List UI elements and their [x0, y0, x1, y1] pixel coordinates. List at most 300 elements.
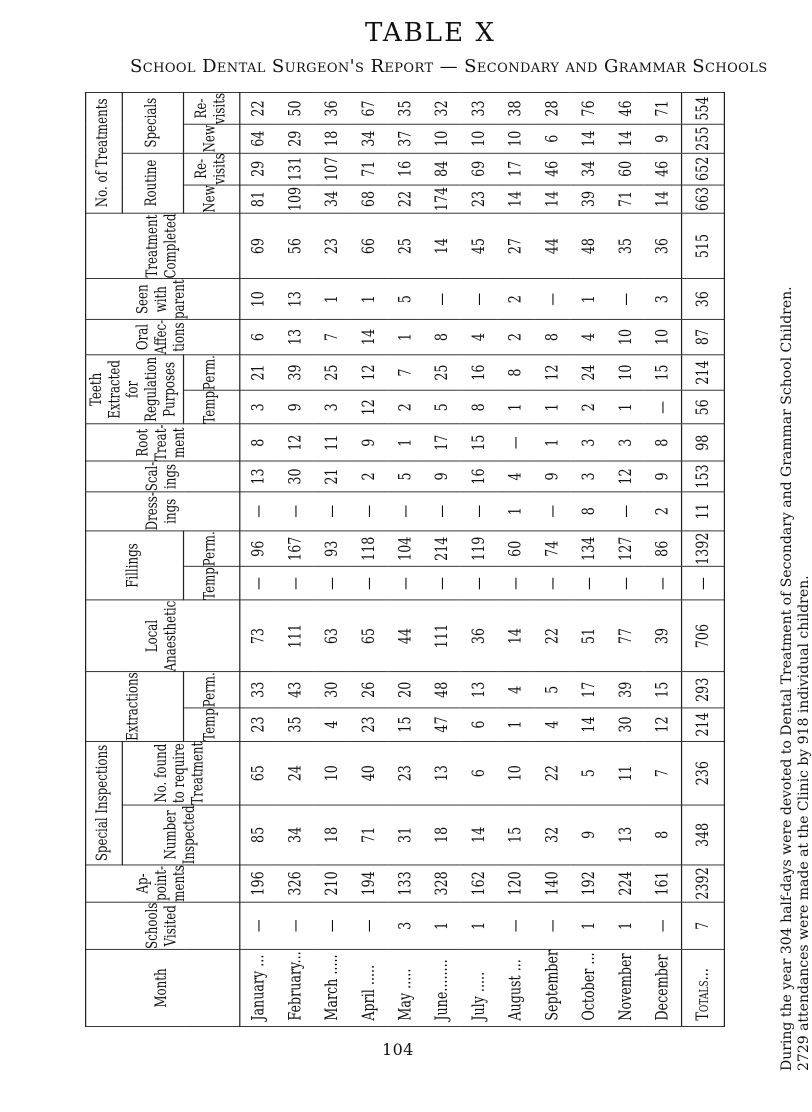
total-r-re: 652	[682, 153, 725, 185]
header-specials-revisits: Re-visits	[184, 93, 240, 125]
cell-reg-p: 8	[497, 355, 534, 391]
total-fill-p: 1392	[682, 531, 725, 567]
cell-scal: 12	[608, 461, 645, 491]
cell-req: 5	[571, 741, 608, 805]
cell-reg-t: 2	[387, 391, 424, 425]
cell-r-re: 60	[608, 153, 645, 185]
total-root: 98	[682, 424, 725, 461]
cell-s-new: 10	[424, 125, 461, 153]
cell-ext-p: 43	[277, 672, 314, 708]
cell-req: 13	[424, 741, 461, 805]
cell-insp: 34	[277, 805, 314, 865]
header-specials-new: New	[184, 125, 240, 153]
cell-r-re: 34	[571, 153, 608, 185]
cell-reg-t: 9	[277, 391, 314, 425]
header-routine: Routine	[122, 153, 183, 213]
cell-insp: 14	[461, 805, 498, 865]
cell-parent: 2	[497, 279, 534, 319]
cell-parent: —	[534, 279, 571, 319]
month-cell: March .....	[314, 949, 351, 1026]
month-cell: November	[608, 949, 645, 1026]
cell-fill-t: —	[534, 567, 571, 601]
cell-fill-p: 134	[571, 531, 608, 567]
treatment-table	[85, 92, 725, 1027]
cell-parent: 1	[314, 279, 351, 319]
cell-root: 1	[387, 424, 424, 461]
total-s-re: 554	[682, 93, 725, 125]
cell-req: 6	[461, 741, 498, 805]
cell-req: 10	[314, 741, 351, 805]
table-row	[571, 93, 608, 1027]
cell-visited: —	[534, 902, 571, 949]
cell-r-new: 14	[644, 185, 681, 213]
cell-reg-t: 2	[571, 391, 608, 425]
cell-appts: 224	[608, 865, 645, 902]
cell-ext-p: 15	[644, 672, 681, 708]
cell-ext-t: 15	[387, 708, 424, 742]
cell-dress: 2	[644, 492, 681, 531]
header-extractions: Extractions	[86, 672, 184, 741]
cell-appts: 140	[534, 865, 571, 902]
cell-ext-p: 26	[351, 672, 388, 708]
cell-ext-t: 4	[534, 708, 571, 742]
report-title: School Dental Surgeon's Report — Secondary and Grammar Schools	[130, 56, 768, 77]
cell-dress: —	[461, 492, 498, 531]
cell-s-new: 37	[387, 125, 424, 153]
cell-s-new: 64	[240, 125, 277, 153]
cell-la: 51	[571, 600, 608, 672]
cell-visited: —	[351, 902, 388, 949]
cell-reg-t: 5	[424, 391, 461, 425]
cell-fill-t: —	[314, 567, 351, 601]
cell-req: 40	[351, 741, 388, 805]
cell-reg-p: 15	[644, 355, 681, 391]
cell-dress: 8	[571, 492, 608, 531]
cell-fill-t: —	[277, 567, 314, 601]
cell-root: 8	[644, 424, 681, 461]
cell-visited: 1	[461, 902, 498, 949]
cell-fill-t: —	[387, 567, 424, 601]
cell-ext-t: 35	[277, 708, 314, 742]
cell-la: 36	[461, 600, 498, 672]
cell-insp: 18	[314, 805, 351, 865]
cell-r-new: 22	[387, 185, 424, 213]
cell-s-re: 38	[497, 93, 534, 125]
cell-parent: 3	[644, 279, 681, 319]
total-ext-t: 214	[682, 708, 725, 742]
page-number: 104	[382, 1040, 414, 1059]
table-row	[534, 93, 571, 1027]
cell-req: 24	[277, 741, 314, 805]
cell-compl: 27	[497, 213, 534, 279]
cell-r-new: 71	[608, 185, 645, 213]
cell-fill-p: 119	[461, 531, 498, 567]
month-cell: October ...	[571, 949, 608, 1026]
month-cell: August ...	[497, 949, 534, 1026]
cell-req: 22	[534, 741, 571, 805]
cell-dress: —	[314, 492, 351, 531]
cell-fill-t: —	[571, 567, 608, 601]
cell-la: 44	[387, 600, 424, 672]
total-reg-p: 214	[682, 355, 725, 391]
cell-r-new: 174	[424, 185, 461, 213]
cell-ext-t: 12	[644, 708, 681, 742]
cell-insp: 18	[424, 805, 461, 865]
cell-r-new: 14	[534, 185, 571, 213]
cell-s-new: 6	[534, 125, 571, 153]
cell-r-re: 69	[461, 153, 498, 185]
cell-root: 1	[534, 424, 571, 461]
table-row	[351, 93, 388, 1027]
cell-r-re: 46	[644, 153, 681, 185]
cell-compl: 14	[424, 213, 461, 279]
cell-ext-t: 14	[571, 708, 608, 742]
cell-scal: 4	[497, 461, 534, 491]
cell-compl: 44	[534, 213, 571, 279]
cell-r-new: 109	[277, 185, 314, 213]
cell-insp: 15	[497, 805, 534, 865]
cell-r-re: 71	[351, 153, 388, 185]
cell-compl: 23	[314, 213, 351, 279]
cell-fill-p: 86	[644, 531, 681, 567]
table-label: TABLE X	[365, 18, 496, 48]
cell-fill-p: 93	[314, 531, 351, 567]
cell-r-re: 16	[387, 153, 424, 185]
month-cell: February...	[277, 949, 314, 1026]
cell-ext-p: 4	[497, 672, 534, 708]
cell-ext-p: 33	[240, 672, 277, 708]
cell-visited: —	[644, 902, 681, 949]
cell-insp: 32	[534, 805, 571, 865]
cell-oral: 8	[424, 319, 461, 354]
header-extractions-temp: Temp	[184, 708, 240, 742]
cell-reg-p: 25	[314, 355, 351, 391]
cell-fill-t: —	[240, 567, 277, 601]
cell-r-re: 107	[314, 153, 351, 185]
header-seen-with-parent: Seen with parent	[86, 279, 240, 319]
cell-appts: 120	[497, 865, 534, 902]
table-row	[497, 93, 534, 1027]
cell-root: 8	[240, 424, 277, 461]
cell-s-re: 67	[351, 93, 388, 125]
cell-reg-p: 16	[461, 355, 498, 391]
cell-dress: —	[387, 492, 424, 531]
cell-compl: 35	[608, 213, 645, 279]
cell-reg-p: 7	[387, 355, 424, 391]
cell-r-new: 81	[240, 185, 277, 213]
cell-scal: 9	[424, 461, 461, 491]
cell-compl: 36	[644, 213, 681, 279]
cell-s-re: 76	[571, 93, 608, 125]
cell-dress: —	[277, 492, 314, 531]
total-reg-t: 56	[682, 391, 725, 425]
cell-dress: —	[424, 492, 461, 531]
cell-oral: 13	[277, 319, 314, 354]
cell-parent: 1	[351, 279, 388, 319]
header-treatment-completed: Treatment Completed	[86, 213, 240, 279]
cell-appts: 162	[461, 865, 498, 902]
cell-compl: 48	[571, 213, 608, 279]
cell-req: 11	[608, 741, 645, 805]
cell-visited: —	[497, 902, 534, 949]
cell-s-re: 35	[387, 93, 424, 125]
cell-parent: 10	[240, 279, 277, 319]
cell-reg-t: 1	[608, 391, 645, 425]
cell-appts: 210	[314, 865, 351, 902]
cell-la: 14	[497, 600, 534, 672]
cell-scal: 30	[277, 461, 314, 491]
cell-s-re: 71	[644, 93, 681, 125]
cell-s-new: 10	[461, 125, 498, 153]
header-routine-revisits: Re-visits	[184, 153, 240, 185]
footnote-attendances: 2729 attendances were made at the Clinic by 918 individual children.	[796, 575, 812, 1071]
cell-appts: 192	[571, 865, 608, 902]
cell-insp: 71	[351, 805, 388, 865]
cell-dress: —	[351, 492, 388, 531]
total-la: 706	[682, 600, 725, 672]
total-visited: 7	[682, 902, 725, 949]
cell-s-new: 14	[571, 125, 608, 153]
cell-insp: 8	[644, 805, 681, 865]
cell-la: 39	[644, 600, 681, 672]
header-fillings-perm: Perm.	[184, 531, 240, 567]
table-row	[608, 93, 645, 1027]
cell-fill-p: 167	[277, 531, 314, 567]
cell-req: 65	[240, 741, 277, 805]
cell-scal: 13	[240, 461, 277, 491]
cell-fill-t: —	[644, 567, 681, 601]
cell-parent: 5	[387, 279, 424, 319]
cell-fill-p: 127	[608, 531, 645, 567]
cell-fill-p: 96	[240, 531, 277, 567]
header-root-treatment: Root Treat-ment	[86, 424, 240, 461]
cell-req: 23	[387, 741, 424, 805]
cell-ext-p: 48	[424, 672, 461, 708]
month-cell: September	[534, 949, 571, 1026]
cell-scal: 2	[351, 461, 388, 491]
cell-r-re: 17	[497, 153, 534, 185]
cell-appts: 328	[424, 865, 461, 902]
cell-parent: —	[608, 279, 645, 319]
cell-ext-t: 47	[424, 708, 461, 742]
cell-appts: 194	[351, 865, 388, 902]
cell-appts: 161	[644, 865, 681, 902]
total-dress: 11	[682, 492, 725, 531]
cell-fill-p: 104	[387, 531, 424, 567]
table-row	[644, 93, 681, 1027]
cell-ext-p: 30	[314, 672, 351, 708]
total-insp: 348	[682, 805, 725, 865]
header-teeth-extracted-regulation: Teeth Extracted for Regulation Purposes	[86, 355, 184, 424]
footnote-half-days: During the year 304 half-days were devoted to Dental Treatment of Secondary and Grammar School Children.	[779, 286, 795, 1071]
cell-scal: 9	[644, 461, 681, 491]
cell-s-re: 46	[608, 93, 645, 125]
cell-ext-p: 13	[461, 672, 498, 708]
total-scal: 153	[682, 461, 725, 491]
cell-visited: 1	[608, 902, 645, 949]
cell-s-new: 34	[351, 125, 388, 153]
header-scalings: Scal-ings	[86, 461, 240, 491]
cell-reg-p: 25	[424, 355, 461, 391]
cell-r-new: 39	[571, 185, 608, 213]
cell-reg-t: 12	[351, 391, 388, 425]
cell-oral: 6	[240, 319, 277, 354]
cell-fill-p: 118	[351, 531, 388, 567]
cell-appts: 326	[277, 865, 314, 902]
header-fillings: Fillings	[86, 531, 184, 600]
header-special-inspections: Special Inspections	[86, 741, 123, 864]
cell-ext-p: 5	[534, 672, 571, 708]
cell-req: 10	[497, 741, 534, 805]
total-req: 236	[682, 741, 725, 805]
cell-la: 77	[608, 600, 645, 672]
cell-scal: 3	[571, 461, 608, 491]
cell-ext-t: 23	[351, 708, 388, 742]
cell-s-re: 50	[277, 93, 314, 125]
cell-oral: 4	[461, 319, 498, 354]
cell-root: —	[497, 424, 534, 461]
cell-ext-t: 23	[240, 708, 277, 742]
cell-parent: —	[461, 279, 498, 319]
table-row	[314, 93, 351, 1027]
cell-ext-t: 30	[608, 708, 645, 742]
cell-s-re: 32	[424, 93, 461, 125]
cell-root: 12	[277, 424, 314, 461]
cell-insp: 31	[387, 805, 424, 865]
cell-compl: 45	[461, 213, 498, 279]
cell-oral: 8	[534, 319, 571, 354]
header-month: Month	[86, 949, 240, 1026]
cell-parent: 1	[571, 279, 608, 319]
cell-reg-t: —	[644, 391, 681, 425]
cell-s-re: 28	[534, 93, 571, 125]
cell-oral: 2	[497, 319, 534, 354]
month-cell: December	[644, 949, 681, 1026]
month-cell: June........	[424, 949, 461, 1026]
header-no-of-treatments: No. of Treatments	[86, 93, 123, 214]
cell-fill-t: —	[424, 567, 461, 601]
cell-r-new: 68	[351, 185, 388, 213]
cell-fill-t: —	[351, 567, 388, 601]
total-ext-p: 293	[682, 672, 725, 708]
header-specials: Specials	[122, 93, 183, 153]
cell-scal: 5	[387, 461, 424, 491]
cell-r-re: 29	[240, 153, 277, 185]
cell-r-re: 84	[424, 153, 461, 185]
table-row	[240, 93, 277, 1027]
cell-scal: 16	[461, 461, 498, 491]
cell-insp: 13	[608, 805, 645, 865]
cell-visited: —	[277, 902, 314, 949]
cell-oral: 10	[608, 319, 645, 354]
header-oral-affections: Oral Affec-tions	[86, 319, 240, 354]
cell-reg-p: 12	[534, 355, 571, 391]
cell-la: 63	[314, 600, 351, 672]
cell-fill-t: —	[608, 567, 645, 601]
cell-r-re: 131	[277, 153, 314, 185]
cell-s-new: 18	[314, 125, 351, 153]
cell-ext-t: 4	[314, 708, 351, 742]
header-extractions-perm: Perm.	[184, 672, 240, 708]
cell-reg-p: 21	[240, 355, 277, 391]
total-oral: 87	[682, 319, 725, 354]
totals-row	[682, 93, 725, 1027]
cell-visited: —	[240, 902, 277, 949]
cell-root: 11	[314, 424, 351, 461]
cell-insp: 9	[571, 805, 608, 865]
cell-la: 111	[424, 600, 461, 672]
cell-reg-p: 10	[608, 355, 645, 391]
cell-dress: —	[240, 492, 277, 531]
cell-compl: 56	[277, 213, 314, 279]
cell-ext-p: 20	[387, 672, 424, 708]
month-cell: July .....	[461, 949, 498, 1026]
total-r-new: 663	[682, 185, 725, 213]
header-local-anaesthetic: Local Anaesthetic	[86, 600, 240, 672]
cell-r-re: 46	[534, 153, 571, 185]
cell-ext-p: 39	[608, 672, 645, 708]
header-no-found-to-require-treatment: No. found to require Treatment	[122, 741, 239, 805]
cell-oral: 10	[644, 319, 681, 354]
cell-oral: 14	[351, 319, 388, 354]
cell-visited: —	[314, 902, 351, 949]
table-row	[387, 93, 424, 1027]
totals-label: Totals...	[682, 949, 725, 1026]
header-appointments: Ap-point-ments	[86, 865, 240, 902]
cell-parent: 13	[277, 279, 314, 319]
cell-oral: 7	[314, 319, 351, 354]
cell-la: 65	[351, 600, 388, 672]
cell-visited: 3	[387, 902, 424, 949]
table-row	[277, 93, 314, 1027]
cell-compl: 25	[387, 213, 424, 279]
cell-la: 111	[277, 600, 314, 672]
cell-appts: 196	[240, 865, 277, 902]
cell-fill-p: 74	[534, 531, 571, 567]
cell-compl: 69	[240, 213, 277, 279]
cell-scal: 21	[314, 461, 351, 491]
cell-root: 3	[571, 424, 608, 461]
total-appts: 2392	[682, 865, 725, 902]
cell-dress: —	[608, 492, 645, 531]
total-parent: 36	[682, 279, 725, 319]
month-cell: April .....	[351, 949, 388, 1026]
header-fillings-temp: Temp	[184, 567, 240, 601]
cell-la: 73	[240, 600, 277, 672]
cell-reg-t: 3	[240, 391, 277, 425]
cell-s-re: 22	[240, 93, 277, 125]
table-row	[424, 93, 461, 1027]
cell-s-new: 29	[277, 125, 314, 153]
month-cell: January ...	[240, 949, 277, 1026]
cell-fill-t: —	[497, 567, 534, 601]
cell-visited: 1	[424, 902, 461, 949]
total-fill-t: —	[682, 567, 725, 601]
cell-fill-p: 60	[497, 531, 534, 567]
cell-reg-t: 8	[461, 391, 498, 425]
header-routine-new: New	[184, 185, 240, 213]
cell-la: 22	[534, 600, 571, 672]
cell-s-new: 9	[644, 125, 681, 153]
cell-reg-t: 1	[497, 391, 534, 425]
header-regulation-temp: Temp	[184, 391, 240, 425]
cell-r-new: 23	[461, 185, 498, 213]
cell-compl: 66	[351, 213, 388, 279]
total-compl: 515	[682, 213, 725, 279]
cell-ext-p: 17	[571, 672, 608, 708]
cell-s-new: 14	[608, 125, 645, 153]
cell-ext-t: 6	[461, 708, 498, 742]
